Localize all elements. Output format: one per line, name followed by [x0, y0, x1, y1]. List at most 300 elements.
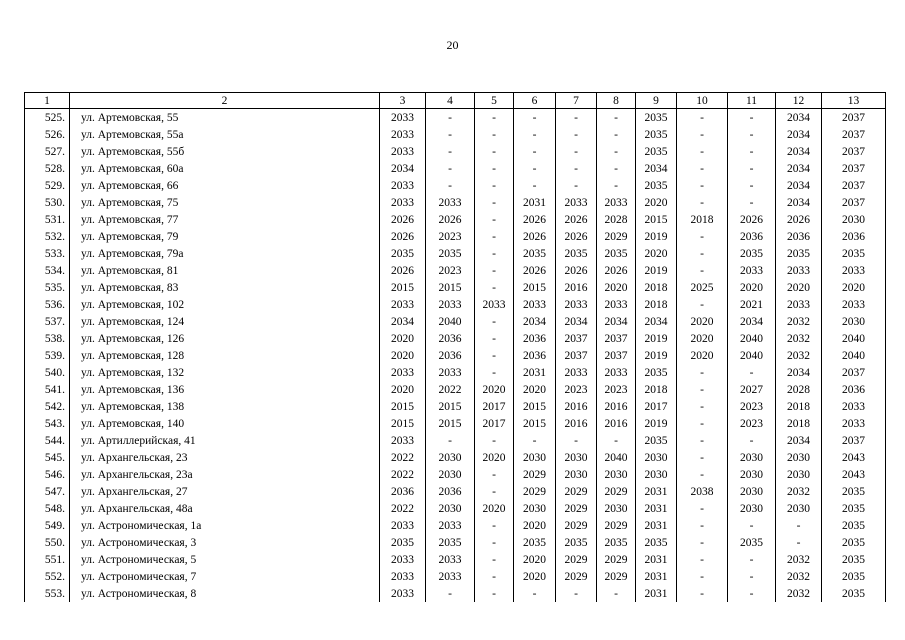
address-cell: ул. Архангельская, 23а	[70, 466, 380, 483]
year-cell: 2023	[556, 381, 597, 398]
year-cell: 2033	[380, 432, 426, 449]
year-cell: 2036	[426, 330, 475, 347]
row-number-cell: 553.	[25, 585, 70, 602]
year-cell: 2034	[636, 160, 677, 177]
year-cell: 2030	[776, 466, 822, 483]
row-number-cell: 536.	[25, 296, 70, 313]
year-cell: 2035	[776, 245, 822, 262]
year-cell: 2029	[597, 551, 636, 568]
year-cell: 2033	[426, 568, 475, 585]
year-cell: 2022	[380, 466, 426, 483]
year-cell: 2033	[556, 296, 597, 313]
column-header: 8	[597, 93, 636, 109]
year-cell: 2037	[556, 347, 597, 364]
row-number-cell: 543.	[25, 415, 70, 432]
year-cell: 2032	[776, 313, 822, 330]
year-cell: 2037	[822, 432, 886, 449]
year-cell: 2020	[728, 279, 776, 296]
table-row	[25, 500, 886, 517]
year-cell: -	[426, 432, 475, 449]
year-cell: 2031	[636, 568, 677, 585]
column-header: 7	[556, 93, 597, 109]
year-cell: 2037	[822, 364, 886, 381]
year-cell: -	[597, 585, 636, 602]
year-cell: 2032	[776, 330, 822, 347]
row-number-cell: 546.	[25, 466, 70, 483]
year-cell: 2029	[556, 551, 597, 568]
year-cell: -	[677, 296, 728, 313]
year-cell: 2033	[380, 585, 426, 602]
year-cell: 2033	[426, 551, 475, 568]
year-cell: 2026	[380, 211, 426, 228]
year-cell: -	[677, 381, 728, 398]
row-number-cell: 551.	[25, 551, 70, 568]
year-cell: -	[475, 568, 514, 585]
year-cell: -	[556, 432, 597, 449]
year-cell: 2016	[556, 279, 597, 296]
year-cell: 2040	[822, 347, 886, 364]
year-cell: 2026	[426, 211, 475, 228]
year-cell: 2026	[728, 211, 776, 228]
year-cell: -	[677, 109, 728, 127]
year-cell: 2033	[728, 262, 776, 279]
year-cell: -	[677, 517, 728, 534]
year-cell: -	[475, 364, 514, 381]
year-cell: -	[475, 262, 514, 279]
year-cell: 2036	[380, 483, 426, 500]
year-cell: 2034	[776, 109, 822, 127]
address-cell: ул. Артемовская, 55б	[70, 143, 380, 160]
year-cell: 2020	[822, 279, 886, 296]
year-cell: -	[728, 364, 776, 381]
year-cell: 2036	[426, 347, 475, 364]
year-cell: -	[677, 500, 728, 517]
year-cell: -	[514, 432, 556, 449]
registry-body	[25, 109, 886, 603]
row-number-cell: 525.	[25, 109, 70, 127]
year-cell: 2029	[597, 228, 636, 245]
year-cell: -	[475, 330, 514, 347]
year-cell: 2033	[556, 194, 597, 211]
address-cell: ул. Артемовская, 55а	[70, 126, 380, 143]
year-cell: 2023	[597, 381, 636, 398]
row-number-cell: 552.	[25, 568, 70, 585]
year-cell: 2018	[776, 398, 822, 415]
address-cell: ул. Астрономическая, 5	[70, 551, 380, 568]
year-cell: 2020	[475, 500, 514, 517]
year-cell: -	[475, 109, 514, 127]
year-cell: 2030	[728, 483, 776, 500]
year-cell: 2031	[636, 483, 677, 500]
year-cell: -	[475, 432, 514, 449]
year-cell: 2029	[556, 568, 597, 585]
year-cell: 2033	[426, 194, 475, 211]
year-cell: 2015	[514, 279, 556, 296]
year-cell: -	[514, 160, 556, 177]
year-cell: 2026	[514, 228, 556, 245]
year-cell: 2029	[597, 568, 636, 585]
year-cell: 2034	[776, 160, 822, 177]
year-cell: 2022	[380, 500, 426, 517]
year-cell: 2034	[776, 432, 822, 449]
year-cell: -	[475, 245, 514, 262]
year-cell: 2033	[380, 194, 426, 211]
year-cell: 2017	[475, 398, 514, 415]
column-header: 2	[70, 93, 380, 109]
table-row	[25, 262, 886, 279]
year-cell: 2023	[426, 262, 475, 279]
year-cell: 2033	[380, 296, 426, 313]
year-cell: 2034	[597, 313, 636, 330]
row-number-cell: 535.	[25, 279, 70, 296]
year-cell: -	[426, 177, 475, 194]
year-cell: -	[475, 347, 514, 364]
year-cell: -	[426, 109, 475, 127]
year-cell: 2018	[677, 211, 728, 228]
year-cell: 2037	[822, 160, 886, 177]
year-cell: 2035	[728, 534, 776, 551]
year-cell: 2033	[426, 364, 475, 381]
row-number-cell: 540.	[25, 364, 70, 381]
year-cell: 2030	[822, 211, 886, 228]
year-cell: 2033	[822, 296, 886, 313]
year-cell: 2036	[514, 330, 556, 347]
year-cell: 2015	[636, 211, 677, 228]
year-cell: 2035	[636, 432, 677, 449]
year-cell: -	[475, 551, 514, 568]
year-cell: 2035	[636, 364, 677, 381]
year-cell: 2035	[380, 534, 426, 551]
year-cell: 2035	[822, 500, 886, 517]
year-cell: 2036	[728, 228, 776, 245]
address-cell: ул. Артемовская, 55	[70, 109, 380, 127]
year-cell: 2033	[380, 568, 426, 585]
year-cell: -	[597, 432, 636, 449]
table-row	[25, 245, 886, 262]
year-cell: -	[677, 245, 728, 262]
year-cell: 2029	[597, 517, 636, 534]
year-cell: 2029	[556, 483, 597, 500]
year-cell: 2036	[514, 347, 556, 364]
year-cell: 2034	[776, 194, 822, 211]
year-cell: 2037	[822, 194, 886, 211]
year-cell: -	[475, 177, 514, 194]
table-row	[25, 330, 886, 347]
year-cell: 2040	[728, 330, 776, 347]
year-cell: 2020	[677, 330, 728, 347]
year-cell: 2026	[380, 262, 426, 279]
table-row	[25, 432, 886, 449]
address-cell: ул. Артемовская, 75	[70, 194, 380, 211]
table-row	[25, 194, 886, 211]
year-cell: -	[514, 585, 556, 602]
year-cell: 2019	[636, 262, 677, 279]
year-cell: 2029	[514, 483, 556, 500]
year-cell: -	[728, 143, 776, 160]
row-number-cell: 533.	[25, 245, 70, 262]
year-cell: 2033	[556, 364, 597, 381]
column-header: 1	[25, 93, 70, 109]
year-cell: 2020	[514, 568, 556, 585]
year-cell: 2029	[597, 483, 636, 500]
year-cell: 2015	[514, 398, 556, 415]
year-cell: 2026	[556, 211, 597, 228]
year-cell: 2022	[380, 449, 426, 466]
year-cell: -	[475, 313, 514, 330]
year-cell: 2028	[776, 381, 822, 398]
year-cell: 2019	[636, 330, 677, 347]
address-cell: ул. Артемовская, 140	[70, 415, 380, 432]
address-cell: ул. Астрономическая, 7	[70, 568, 380, 585]
year-cell: 2031	[636, 551, 677, 568]
header-row	[25, 93, 886, 109]
year-cell: 2026	[556, 262, 597, 279]
row-number-cell: 527.	[25, 143, 70, 160]
year-cell: 2035	[380, 245, 426, 262]
year-cell: 2033	[597, 364, 636, 381]
year-cell: 2033	[426, 296, 475, 313]
year-cell: 2016	[556, 398, 597, 415]
year-cell: -	[677, 194, 728, 211]
year-cell: -	[556, 160, 597, 177]
year-cell: 2035	[636, 126, 677, 143]
address-cell: ул. Астрономическая, 1а	[70, 517, 380, 534]
year-cell: -	[597, 109, 636, 127]
row-number-cell: 532.	[25, 228, 70, 245]
row-number-cell: 538.	[25, 330, 70, 347]
year-cell: 2030	[822, 313, 886, 330]
column-header: 4	[426, 93, 475, 109]
year-cell: 2033	[822, 262, 886, 279]
year-cell: 2035	[822, 585, 886, 602]
table-row	[25, 466, 886, 483]
year-cell: 2040	[426, 313, 475, 330]
year-cell: 2037	[822, 109, 886, 127]
year-cell: 2033	[597, 296, 636, 313]
year-cell: 2018	[776, 415, 822, 432]
year-cell: 2034	[514, 313, 556, 330]
column-header: 3	[380, 93, 426, 109]
year-cell: 2029	[556, 517, 597, 534]
year-cell: 2035	[426, 534, 475, 551]
year-cell: -	[475, 194, 514, 211]
year-cell: 2037	[822, 126, 886, 143]
year-cell: -	[677, 228, 728, 245]
year-cell: 2033	[514, 296, 556, 313]
year-cell: 2034	[776, 364, 822, 381]
row-number-cell: 545.	[25, 449, 70, 466]
year-cell: 2033	[380, 517, 426, 534]
row-number-cell: 548.	[25, 500, 70, 517]
year-cell: -	[728, 194, 776, 211]
address-cell: ул. Архангельская, 48а	[70, 500, 380, 517]
year-cell: 2033	[426, 517, 475, 534]
year-cell: -	[677, 568, 728, 585]
year-cell: 2043	[822, 466, 886, 483]
year-cell: 2027	[728, 381, 776, 398]
table-row	[25, 109, 886, 127]
year-cell: 2020	[597, 279, 636, 296]
address-cell: ул. Артемовская, 79	[70, 228, 380, 245]
year-cell: 2028	[597, 211, 636, 228]
year-cell: -	[728, 160, 776, 177]
year-cell: 2030	[597, 466, 636, 483]
table-row	[25, 296, 886, 313]
page-number: 20	[446, 38, 459, 52]
year-cell: -	[728, 551, 776, 568]
year-cell: 2033	[380, 551, 426, 568]
year-cell: 2031	[514, 364, 556, 381]
column-header: 5	[475, 93, 514, 109]
year-cell: 2035	[728, 245, 776, 262]
year-cell: 2035	[822, 483, 886, 500]
row-number-cell: 528.	[25, 160, 70, 177]
year-cell: 2035	[514, 245, 556, 262]
year-cell: -	[556, 177, 597, 194]
year-cell: 2034	[636, 313, 677, 330]
year-cell: -	[514, 177, 556, 194]
table-row	[25, 483, 886, 500]
year-cell: 2022	[426, 381, 475, 398]
year-cell: -	[556, 585, 597, 602]
year-cell: 2035	[636, 177, 677, 194]
year-cell: 2040	[728, 347, 776, 364]
address-cell: ул. Архангельская, 23	[70, 449, 380, 466]
year-cell: 2032	[776, 347, 822, 364]
year-cell: -	[556, 126, 597, 143]
year-cell: 2020	[514, 381, 556, 398]
year-cell: -	[514, 109, 556, 127]
year-cell: -	[677, 143, 728, 160]
year-cell: 2020	[380, 381, 426, 398]
year-cell: -	[597, 177, 636, 194]
year-cell: 2031	[636, 500, 677, 517]
year-cell: 2033	[475, 296, 514, 313]
year-cell: 2030	[776, 500, 822, 517]
year-cell: 2018	[636, 279, 677, 296]
address-cell: ул. Артемовская, 81	[70, 262, 380, 279]
year-cell: 2017	[475, 415, 514, 432]
table-row	[25, 126, 886, 143]
year-cell: 2030	[556, 449, 597, 466]
year-cell: -	[426, 160, 475, 177]
year-cell: -	[597, 126, 636, 143]
year-cell: 2035	[822, 517, 886, 534]
year-cell: 2031	[636, 585, 677, 602]
year-cell: -	[475, 228, 514, 245]
address-cell: ул. Артемовская, 136	[70, 381, 380, 398]
table-row	[25, 279, 886, 296]
row-number-cell: 526.	[25, 126, 70, 143]
year-cell: 2030	[556, 466, 597, 483]
year-cell: 2030	[426, 449, 475, 466]
year-cell: 2035	[822, 534, 886, 551]
year-cell: -	[426, 585, 475, 602]
year-cell: 2035	[597, 534, 636, 551]
year-cell: -	[514, 143, 556, 160]
year-cell: 2037	[822, 143, 886, 160]
year-cell: 2019	[636, 415, 677, 432]
year-cell: 2020	[636, 245, 677, 262]
year-cell: -	[677, 415, 728, 432]
year-cell: -	[475, 534, 514, 551]
table-row	[25, 534, 886, 551]
year-cell: -	[728, 568, 776, 585]
row-number-cell: 550.	[25, 534, 70, 551]
row-number-cell: 530.	[25, 194, 70, 211]
year-cell: -	[776, 534, 822, 551]
year-cell: -	[677, 160, 728, 177]
column-header: 10	[677, 93, 728, 109]
year-cell: 2040	[822, 330, 886, 347]
year-cell: 2032	[776, 551, 822, 568]
address-cell: ул. Артиллерийская, 41	[70, 432, 380, 449]
year-cell: 2016	[597, 415, 636, 432]
year-cell: 2031	[514, 194, 556, 211]
column-header: 11	[728, 93, 776, 109]
table-row	[25, 211, 886, 228]
year-cell: -	[677, 466, 728, 483]
year-cell: 2037	[597, 330, 636, 347]
year-cell: -	[426, 143, 475, 160]
year-cell: 2030	[636, 449, 677, 466]
year-cell: -	[597, 143, 636, 160]
year-cell: 2015	[426, 279, 475, 296]
table-row	[25, 364, 886, 381]
year-cell: 2034	[380, 313, 426, 330]
year-cell: 2035	[514, 534, 556, 551]
year-cell: -	[728, 432, 776, 449]
year-cell: -	[556, 109, 597, 127]
year-cell: 2033	[380, 364, 426, 381]
table-row	[25, 449, 886, 466]
year-cell: 2023	[728, 415, 776, 432]
address-cell: ул. Артемовская, 66	[70, 177, 380, 194]
column-header: 13	[822, 93, 886, 109]
year-cell: 2036	[776, 228, 822, 245]
table-row	[25, 398, 886, 415]
year-cell: -	[514, 126, 556, 143]
year-cell: 2034	[776, 126, 822, 143]
year-cell: 2026	[380, 228, 426, 245]
year-cell: -	[475, 483, 514, 500]
row-number-cell: 534.	[25, 262, 70, 279]
year-cell: 2016	[597, 398, 636, 415]
table-row	[25, 517, 886, 534]
year-cell: -	[426, 126, 475, 143]
year-cell: 2018	[636, 296, 677, 313]
year-cell: 2023	[728, 398, 776, 415]
year-cell: 2029	[556, 500, 597, 517]
year-cell: 2015	[514, 415, 556, 432]
year-cell: 2020	[776, 279, 822, 296]
address-cell: ул. Артемовская, 79а	[70, 245, 380, 262]
year-cell: 2030	[728, 449, 776, 466]
year-cell: 2018	[636, 381, 677, 398]
year-cell: 2020	[514, 551, 556, 568]
year-cell: 2026	[514, 211, 556, 228]
year-cell: 2032	[776, 483, 822, 500]
year-cell: 2023	[426, 228, 475, 245]
address-cell: ул. Артемовская, 77	[70, 211, 380, 228]
address-cell: ул. Архангельская, 27	[70, 483, 380, 500]
year-cell: 2026	[514, 262, 556, 279]
year-cell: 2033	[597, 194, 636, 211]
year-cell: 2030	[426, 500, 475, 517]
year-cell: 2035	[597, 245, 636, 262]
row-number-cell: 537.	[25, 313, 70, 330]
year-cell: 2035	[822, 568, 886, 585]
